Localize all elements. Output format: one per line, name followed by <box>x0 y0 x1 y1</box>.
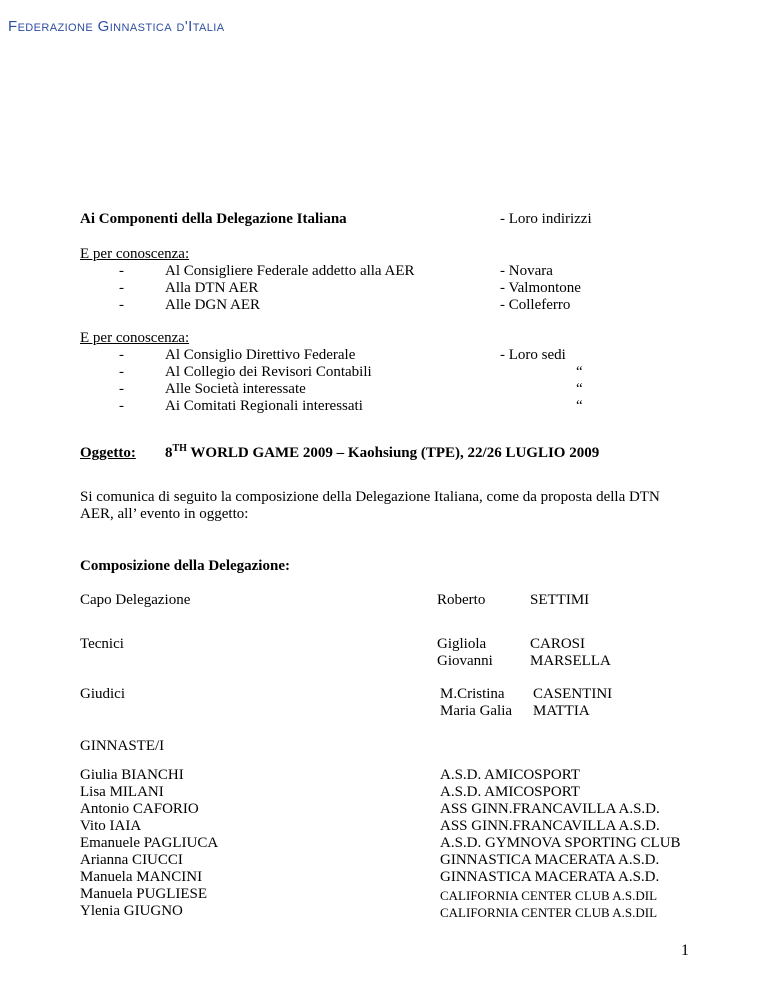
cc1-dash: - <box>119 263 124 279</box>
role-last-name: CASENTINI <box>533 686 613 702</box>
cc2-item: Al Consiglio Direttivo Federale <box>165 347 356 363</box>
gymnast-name: Arianna CIUCCI <box>80 852 183 868</box>
cc2-dash: - <box>119 398 124 414</box>
cc2-item: Alle Società interessate <box>165 381 306 397</box>
cc2-ditto-mark: “ <box>576 364 583 380</box>
cc1-place: - Novara <box>500 263 553 279</box>
gymnast-club: A.S.D. AMICOSPORT <box>440 767 580 783</box>
cc2-item: Ai Comitati Regionali interessati <box>165 398 363 414</box>
cc2-heading: E per conoscenza: <box>80 330 190 346</box>
role-first-name: Maria Galia <box>440 703 513 719</box>
gymnast-name: Vito IAIA <box>80 818 142 834</box>
gymnast-name: Manuela MANCINI <box>80 869 203 885</box>
cc1-item: Alla DTN AER <box>165 280 259 296</box>
gymnast-club: CALIFORNIA CENTER CLUB A.S.DIL <box>440 905 658 920</box>
role-first-name: Gigliola <box>437 636 487 652</box>
cc1-dash: - <box>119 280 124 296</box>
cc1-place: - Valmontone <box>500 280 581 296</box>
gymnasts-heading: GINNASTE/I <box>80 738 165 754</box>
addressee-note: - Loro indirizzi <box>500 211 592 227</box>
role-label: Tecnici <box>80 636 124 652</box>
cc2-dash: - <box>119 381 124 397</box>
gymnast-club: A.S.D. AMICOSPORT <box>440 784 580 800</box>
subject-text: WORLD GAME 2009 – Kaohsiung (TPE), 22/26 LUGLIO 2009 <box>186 445 600 461</box>
subject-number: 8 <box>165 445 173 461</box>
cc2-place: - Loro sedi <box>500 347 566 363</box>
addressee-label: Ai Componenti della Delegazione Italiana <box>80 211 347 227</box>
role-first-name: Roberto <box>437 592 486 608</box>
subject-ordinal-suffix: TH <box>172 443 187 454</box>
role-first-name: M.Cristina <box>440 686 505 702</box>
role-first-name: Giovanni <box>437 653 493 669</box>
cc1-heading: E per conoscenza: <box>80 246 190 262</box>
composition-heading: Composizione della Delegazione: <box>80 558 290 574</box>
cc1-dash: - <box>119 297 124 313</box>
gymnast-name: Antonio CAFORIO <box>80 801 199 817</box>
gymnast-club: ASS GINN.FRANCAVILLA A.S.D. <box>440 801 660 817</box>
letterhead: Federazione Ginnastica d'Italia <box>8 18 225 35</box>
cc1-item: Al Consigliere Federale addetto alla AER <box>165 263 415 279</box>
subject-label: Oggetto: <box>80 445 136 461</box>
gymnast-name: Manuela PUGLIESE <box>80 886 208 902</box>
cc2-ditto-mark: “ <box>576 381 583 397</box>
gymnast-club: CALIFORNIA CENTER CLUB A.S.DIL <box>440 888 658 903</box>
gymnast-name: Emanuele PAGLIUCA <box>80 835 219 851</box>
gymnast-club: GINNASTICA MACERATA A.S.D. <box>440 869 660 885</box>
cc2-item: Al Collegio dei Revisori Contabili <box>165 364 372 380</box>
gymnast-club: GINNASTICA MACERATA A.S.D. <box>440 852 660 868</box>
gymnast-name: Ylenia GIUGNO <box>80 903 183 919</box>
role-label: Giudici <box>80 686 125 702</box>
subject-line <box>165 445 599 462</box>
body-line-2: AER, all’ evento in oggetto: <box>80 506 249 522</box>
gymnast-name: Lisa MILANI <box>80 784 164 800</box>
role-last-name: SETTIMI <box>530 592 590 608</box>
cc2-dash: - <box>119 364 124 380</box>
cc2-ditto-mark: “ <box>576 398 583 414</box>
body-line-1: Si comunica di seguito la composizione della Delegazione Italiana, come da proposta della DTN <box>80 489 660 505</box>
gymnast-name: Giulia BIANCHI <box>80 767 184 783</box>
cc1-place: - Colleferro <box>500 297 571 313</box>
page-number: 1 <box>681 942 689 959</box>
role-last-name: MATTIA <box>533 703 590 719</box>
role-label: Capo Delegazione <box>80 592 191 608</box>
gymnast-club: ASS GINN.FRANCAVILLA A.S.D. <box>440 818 660 834</box>
gymnast-club: A.S.D. GYMNOVA SPORTING CLUB <box>440 835 681 851</box>
cc2-dash: - <box>119 347 124 363</box>
role-last-name: MARSELLA <box>530 653 611 669</box>
cc1-item: Alle DGN AER <box>165 297 260 313</box>
role-last-name: CAROSI <box>530 636 586 652</box>
